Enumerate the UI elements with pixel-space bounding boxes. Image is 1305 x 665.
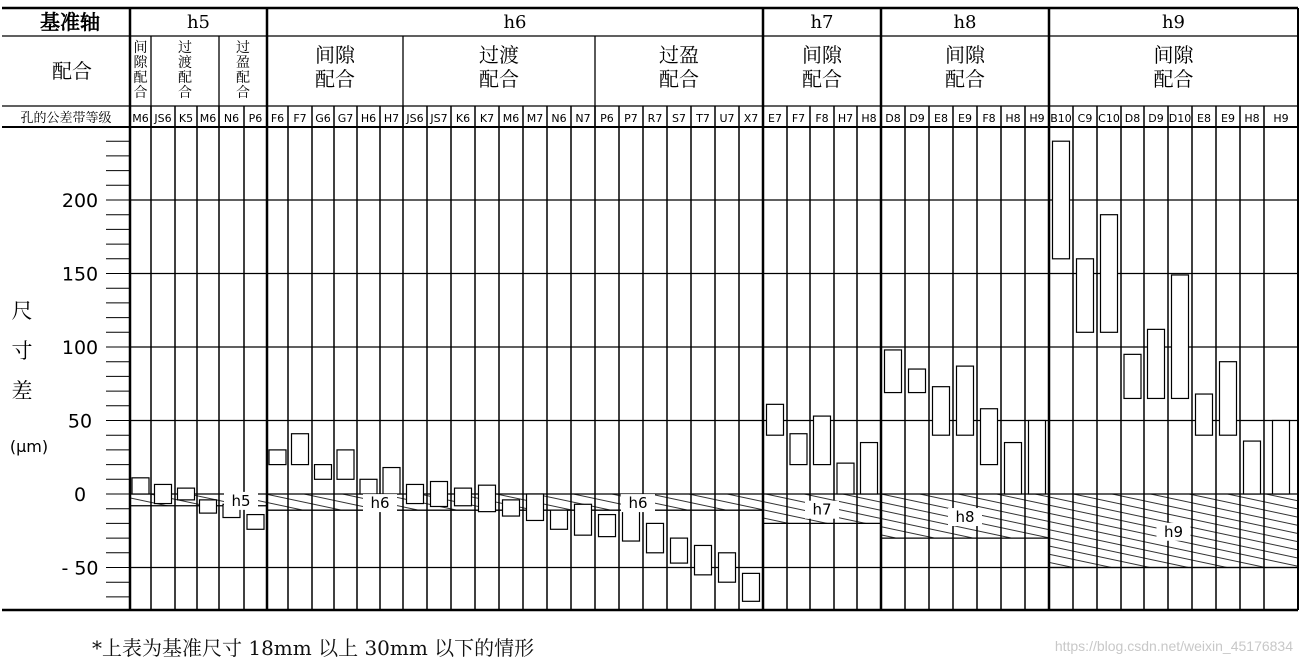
tolerance-bar-h8-e9	[957, 366, 974, 435]
hole-label-m6: M6	[199, 112, 217, 125]
tolerance-bar-h8-h8	[1005, 443, 1022, 494]
tolerance-bar-h7-f8	[814, 416, 831, 465]
hole-label-t7: T7	[696, 112, 710, 125]
tolerance-bar-h9-d10	[1172, 275, 1189, 398]
shaft-band-label-h6: h6	[370, 494, 390, 513]
tolerance-bar-h6-p7	[623, 510, 640, 541]
y-tick-label: 50	[67, 410, 93, 433]
hole-label-f8: F8	[815, 112, 829, 125]
tolerance-bar-h6-m6	[503, 500, 520, 516]
y-axis-unit: (μm)	[9, 437, 49, 456]
tolerance-bar-h6-k7	[479, 485, 496, 511]
shaft-name-h5: h5	[186, 12, 211, 33]
shaft-name-h8: h8	[953, 12, 977, 33]
fit-label-h9: 配合	[1153, 67, 1194, 91]
fit-label-h5: 配	[178, 70, 192, 86]
hole-label-h7: H7	[383, 112, 400, 125]
fit-label-h5: 盈	[236, 55, 250, 71]
hole-label-m6: M6	[132, 112, 149, 125]
fit-label-h5: 配	[236, 70, 250, 86]
fit-label-h9: 间隙	[1153, 43, 1194, 67]
hole-label-k7: K7	[479, 112, 495, 125]
tolerance-bar-h6-u7	[719, 553, 736, 582]
hole-label-d8: D8	[885, 112, 901, 125]
hole-label-js6: JS6	[154, 112, 172, 125]
fit-label-h6: 配合	[315, 67, 355, 91]
hole-label-u7: U7	[719, 112, 735, 125]
tolerance-bar-h7-h7	[837, 463, 854, 494]
fit-label-h6: 间隙	[315, 43, 355, 67]
hole-label-js7: JS7	[430, 112, 448, 125]
tolerance-bar-h5-m6	[200, 500, 217, 513]
tolerance-bar-h6-n7	[575, 504, 592, 535]
fit-label-h8: 配合	[945, 67, 985, 91]
hole-label-js6: JS6	[406, 112, 424, 125]
tolerance-bar-h8-h9	[1029, 421, 1046, 495]
hole-label-r7: R7	[647, 112, 663, 125]
tolerance-bar-h9-d9	[1148, 329, 1165, 398]
watermark: https://blog.csdn.net/weixin_45176834	[1054, 638, 1293, 654]
fit-label-h5: 过	[236, 40, 250, 56]
shaft-name-h9: h9	[1161, 12, 1186, 33]
tolerance-bar-h9-h8	[1244, 441, 1261, 494]
hole-label-f6: F6	[270, 112, 285, 125]
tolerance-bar-h6-h7	[383, 468, 400, 494]
hole-label-n6: N6	[223, 112, 240, 125]
hole-label-e9: E9	[1221, 112, 1235, 125]
fit-label-h7: 配合	[802, 67, 842, 91]
tolerance-bar-h6-g6	[315, 465, 332, 480]
y-tick-label: 200	[61, 190, 99, 212]
tolerance-bar-h5-m6	[132, 478, 149, 494]
hole-label-x7: X7	[743, 112, 759, 125]
hole-label-c9: C9	[1077, 112, 1093, 125]
tolerance-bar-h6-m7	[527, 494, 544, 520]
fit-label-h5: 渡	[178, 55, 192, 71]
y-tick-label: - 50	[61, 557, 99, 580]
tolerance-bar-h8-d8	[885, 350, 902, 393]
tolerance-bar-h6-h6	[360, 479, 377, 494]
tolerance-bar-h6-f6	[269, 450, 286, 465]
fit-label-h5: 间	[133, 40, 148, 56]
hole-label-m7: M7	[526, 112, 544, 125]
hole-label-d9: D9	[909, 112, 925, 125]
hole-header-label: 孔的公差带等级	[20, 111, 112, 126]
tolerance-bar-h6-n6	[551, 510, 568, 529]
tolerance-bar-h7-e7	[767, 404, 784, 435]
tolerance-bar-h5-js6	[155, 484, 172, 503]
hole-label-h8: H8	[1005, 112, 1021, 125]
tolerance-bar-h6-js7	[431, 482, 448, 507]
shaft-band-label-h5: h5	[231, 491, 251, 510]
hole-label-g7: G7	[337, 112, 354, 125]
tolerance-bar-h9-c10	[1101, 215, 1118, 333]
tolerance-bar-h6-g7	[337, 450, 354, 479]
shaft-header-label: 基准轴	[40, 10, 100, 34]
tolerance-bar-h9-e8	[1196, 394, 1213, 435]
fit-label-h6: 配合	[479, 67, 519, 91]
hole-label-e8: E8	[1197, 112, 1211, 125]
fit-label-h6: 配合	[659, 67, 699, 91]
hole-label-h8: H8	[1244, 112, 1260, 125]
tolerance-bar-h9-e9	[1220, 362, 1237, 436]
fit-label-h5: 隙	[133, 55, 148, 71]
hole-label-b10: B10	[1050, 112, 1072, 125]
fit-label-h5: 合	[133, 85, 148, 101]
hole-label-d10: D10	[1168, 112, 1192, 125]
hole-label-h9: H9	[1029, 112, 1045, 125]
fit-label-h6: 过渡	[479, 43, 519, 67]
hole-label-h8: H8	[861, 112, 877, 125]
fit-label-h5: 合	[178, 85, 192, 101]
tolerance-bar-h5-p6	[247, 515, 264, 530]
tolerance-bar-h6-f7	[292, 434, 309, 465]
tolerance-bar-h6-s7	[671, 538, 688, 563]
hole-label-h9: H9	[1273, 112, 1289, 125]
y-tick-label: 100	[61, 337, 99, 359]
tolerance-bar-h7-f7	[790, 434, 807, 465]
fit-label-h5: 过	[178, 40, 192, 56]
hole-label-k5: K5	[178, 112, 194, 125]
hole-label-e7: E7	[768, 112, 782, 125]
hole-label-g6: G6	[315, 112, 331, 125]
hole-label-h6: H6	[360, 112, 377, 125]
fit-label-h5: 合	[236, 85, 250, 101]
shaft-band-label-h9: h9	[1163, 522, 1184, 541]
hole-label-f7: F7	[791, 112, 806, 125]
hole-label-p6: P6	[600, 112, 614, 125]
hole-label-p6: P6	[248, 112, 263, 125]
shaft-name-h7: h7	[810, 12, 834, 33]
hole-label-f8: F8	[982, 112, 996, 125]
tolerance-bar-h6-k6	[455, 488, 472, 506]
hole-label-e8: E8	[934, 112, 948, 125]
hole-label-k6: K6	[455, 112, 471, 125]
tolerance-bar-h6-r7	[647, 523, 664, 552]
y-axis-label: 寸	[11, 339, 33, 363]
tolerance-bar-h7-h8	[861, 443, 878, 494]
fit-label-h6: 过盈	[659, 43, 699, 67]
hole-label-d8: D8	[1124, 112, 1141, 125]
fit-label-h8: 间隙	[945, 43, 985, 67]
hole-label-s7: S7	[672, 112, 686, 125]
shaft-name-h6: h6	[503, 12, 527, 33]
hole-label-d9: D9	[1148, 112, 1164, 125]
footnote: *上表为基准尺寸 18mm 以上 30mm 以下的情形	[92, 636, 535, 660]
hole-label-n6: N6	[551, 112, 567, 125]
hole-label-n7: N7	[575, 112, 591, 125]
y-axis-label: 尺	[11, 299, 33, 323]
tolerance-bar-h9-d8	[1124, 354, 1141, 398]
fit-label-h5: 配	[133, 70, 148, 86]
tolerance-bar-h6-js6	[407, 484, 424, 503]
hole-label-c10: C10	[1098, 112, 1120, 125]
tolerance-bar-h6-t7	[695, 545, 712, 574]
hole-label-e9: E9	[958, 112, 972, 125]
tolerance-bar-h9-b10	[1053, 141, 1070, 259]
shaft-band-label-h8: h8	[955, 508, 975, 527]
hole-label-p7: P7	[624, 112, 638, 125]
y-tick-label: 0	[73, 484, 87, 506]
tolerance-bar-h8-e8	[933, 387, 950, 436]
fit-label-h7: 间隙	[802, 43, 842, 67]
fit-header-label: 配合	[52, 59, 92, 83]
shaft-band-label-h6: h6	[628, 494, 648, 513]
tolerance-bar-h8-d9	[909, 369, 926, 393]
hole-label-m6: M6	[502, 112, 520, 125]
y-tick-label: 150	[61, 263, 99, 286]
hole-label-h7: H7	[837, 112, 854, 125]
tolerance-bar-h9-c9	[1077, 259, 1094, 333]
tolerance-bar-h9-h9	[1273, 421, 1290, 495]
shaft-band-label-h7: h7	[812, 500, 832, 519]
y-axis-label: 差	[11, 379, 33, 403]
tolerance-bar-h8-f8	[981, 409, 998, 465]
tolerance-bar-h6-x7	[743, 573, 760, 601]
hole-label-f7: F7	[293, 112, 307, 125]
tolerance-bar-h6-p6	[599, 515, 616, 537]
tolerance-bar-h5-k5	[178, 488, 195, 500]
